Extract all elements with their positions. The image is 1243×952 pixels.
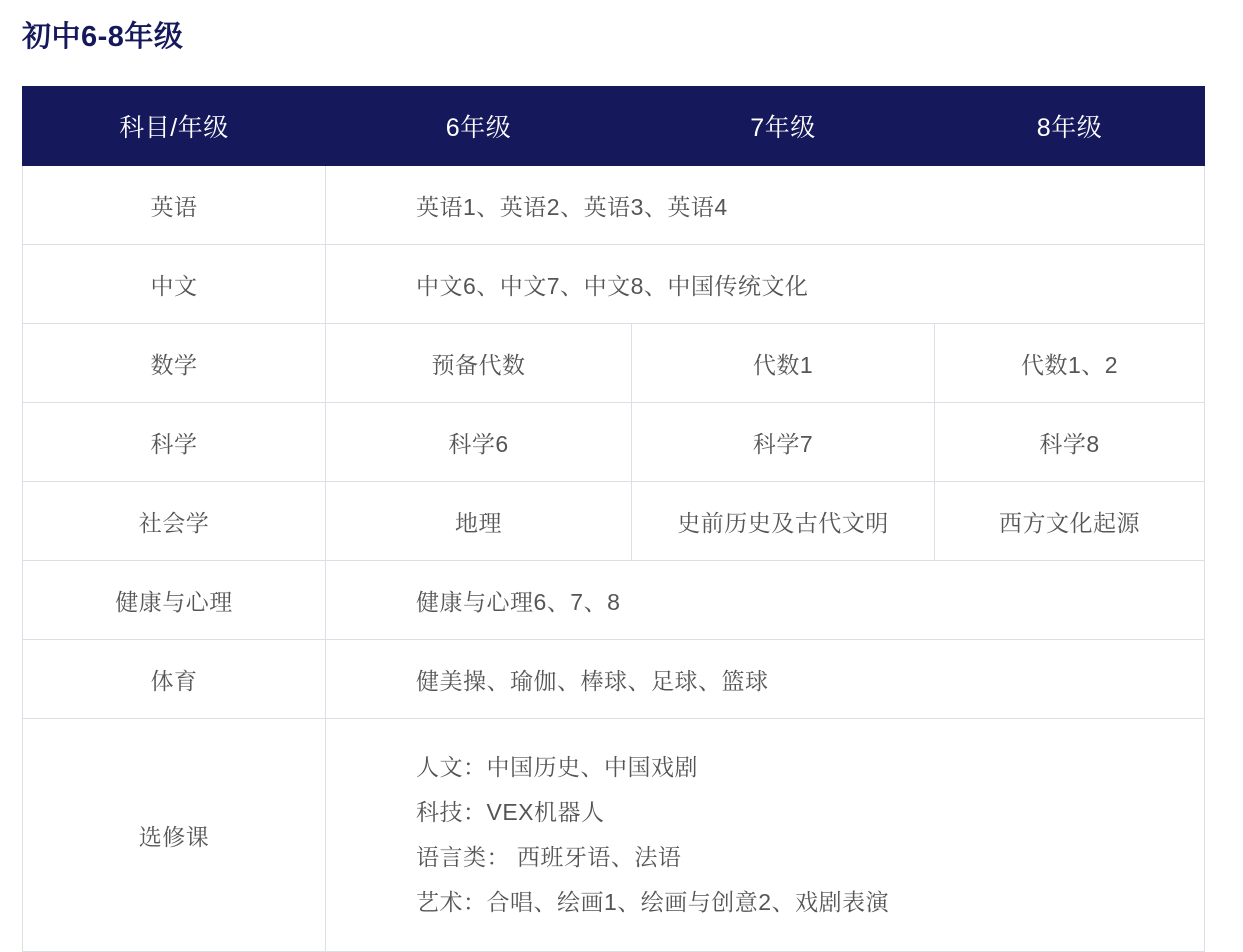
row-value-social-grade6: 地理 [326,482,632,561]
table-row [23,561,1205,640]
row-value-health: 健康与心理6、7、8 [326,561,1205,640]
row-subject-health: 健康与心理 [23,561,326,640]
curriculum-table [22,86,1205,952]
table-row [23,482,1205,561]
column-header-grade8: 8年级 [935,87,1205,166]
row-subject-chinese: 中文 [23,245,326,324]
table-row [23,403,1205,482]
row-value-pe: 健美操、瑜伽、棒球、足球、篮球 [326,640,1205,719]
elective-line: 科技：VEX机器人 [416,799,605,825]
page-title: 初中6-8年级 [22,21,184,53]
table-row [23,719,1205,952]
row-value-electives [326,719,1205,952]
row-value-math-grade7: 代数1 [632,324,935,403]
table-row [23,640,1205,719]
elective-line: 艺术：合唱、绘画1、绘画与创意2、戏剧表演 [416,889,890,915]
row-value-english: 英语1、英语2、英语3、英语4 [326,166,1205,245]
table-body [23,166,1205,952]
table-header-row [23,87,1205,166]
row-subject-social-studies: 社会学 [23,482,326,561]
table-row [23,166,1205,245]
column-header-subject: 科目/年级 [23,87,326,166]
curriculum-table-wrapper [22,86,1204,952]
elective-line: 人文：中国历史、中国戏剧 [416,754,698,780]
row-value-science-grade7: 科学7 [632,403,935,482]
row-subject-english: 英语 [23,166,326,245]
table-row [23,324,1205,403]
row-value-chinese: 中文6、中文7、中文8、中国传统文化 [326,245,1205,324]
table-row [23,245,1205,324]
row-subject-electives: 选修课 [23,719,326,952]
table-header [23,87,1205,166]
row-value-science-grade8: 科学8 [935,403,1205,482]
row-value-social-grade8: 西方文化起源 [935,482,1205,561]
row-value-science-grade6: 科学6 [326,403,632,482]
column-header-grade6: 6年级 [326,87,632,166]
elective-line: 语言类： 西班牙语、法语 [416,844,682,870]
row-subject-math: 数学 [23,324,326,403]
column-header-grade7: 7年级 [632,87,935,166]
row-subject-science: 科学 [23,403,326,482]
row-value-math-grade8: 代数1、2 [935,324,1205,403]
row-value-math-grade6: 预备代数 [326,324,632,403]
row-subject-pe: 体育 [23,640,326,719]
row-value-social-grade7: 史前历史及古代文明 [632,482,935,561]
